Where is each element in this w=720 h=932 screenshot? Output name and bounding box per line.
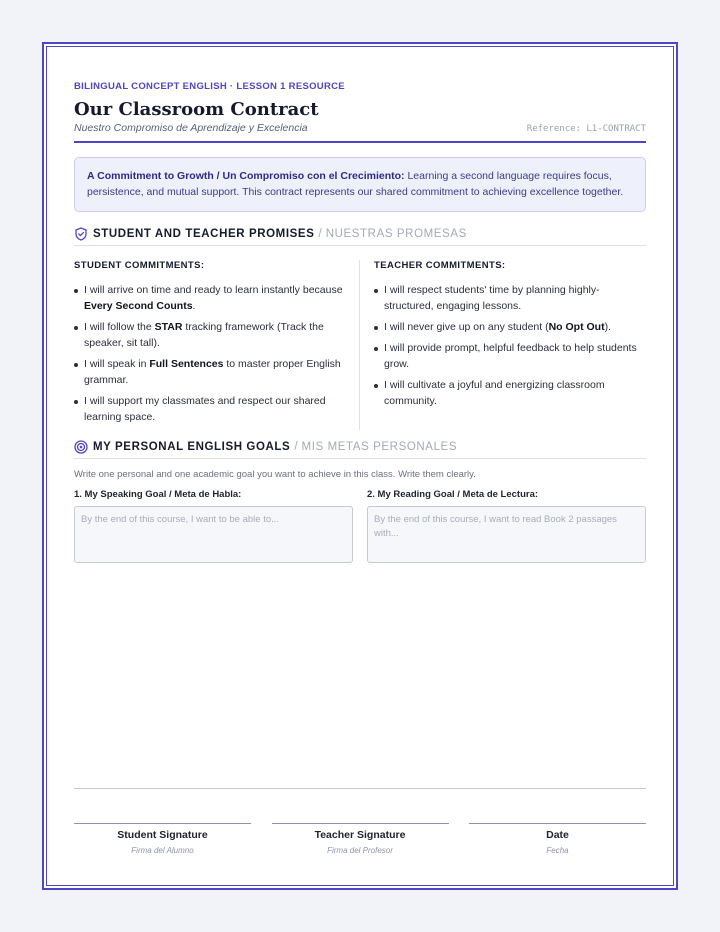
page-title: Our Classroom Contract	[74, 99, 319, 120]
student-signature-sublabel: Firma del Alumno	[131, 846, 194, 855]
list-item: I will arrive on time and ready to learn instantly because Every Second Counts.	[74, 282, 347, 314]
reading-goal-label: 2. My Reading Goal / Meta de Lectura:	[367, 489, 539, 500]
list-item: I will never give up on any student (No Opt Out).	[374, 319, 646, 335]
teacher-signature-label: Teacher Signature	[314, 829, 406, 841]
goals-subtitle: MIS METAS PERSONALES	[301, 441, 458, 453]
teacher-signature-sublabel: Firma del Profesor	[327, 846, 393, 855]
date-label: Date	[546, 829, 569, 841]
goals-title: MY PERSONAL ENGLISH GOALS	[93, 441, 291, 453]
list-item: I will cultivate a joyful and energizing classroom community.	[374, 377, 646, 409]
promises-separator: /	[318, 228, 322, 240]
reading-goal-field[interactable]: By the end of this course, I want to read Book 2 passages with...	[367, 506, 646, 563]
promises-subtitle: NUESTRAS PROMESAS	[325, 228, 467, 240]
document-content	[74, 81, 646, 563]
student-signature-label: Student Signature	[117, 829, 208, 841]
teacher-commitments	[360, 260, 646, 430]
student-commitments-list	[74, 282, 347, 425]
goals-instructions: Write one personal and one academic goal you want to achieve in this class. Write them clearly.	[74, 469, 476, 480]
page-subtitle: Nuestro Compromiso de Aprendizaje y Excelencia	[74, 122, 308, 134]
speaking-goal-field[interactable]: By the end of this course, I want to be able to...	[74, 506, 353, 563]
speaking-goal	[74, 489, 353, 563]
teacher-commitments-heading: TEACHER COMMITMENTS:	[374, 260, 506, 271]
list-item: I will speak in Full Sentences to master proper English grammar.	[74, 356, 347, 388]
document-kicker: BILINGUAL CONCEPT ENGLISH · LESSON 1 RESOURCE	[74, 81, 345, 92]
list-item: I will follow the STAR tracking framework (Track the speaker, sit tall).	[74, 319, 347, 351]
teacher-signature-line[interactable]	[272, 823, 449, 824]
list-item: I will support my classmates and respect our shared learning space.	[74, 393, 347, 425]
reading-goal	[367, 489, 646, 563]
list-item: I will provide prompt, helpful feedback to help students grow.	[374, 340, 646, 372]
goals-separator: /	[294, 441, 298, 453]
date-signature	[469, 823, 646, 855]
student-signature	[74, 823, 251, 855]
teacher-signature	[272, 823, 449, 855]
promises-section-header	[74, 227, 646, 246]
date-line[interactable]	[469, 823, 646, 824]
date-sublabel: Fecha	[546, 846, 569, 855]
goals-row	[74, 489, 646, 563]
commitment-callout	[74, 157, 646, 212]
callout-text: Learning a second language requires focus, persistence, and mutual support. This contract represents our shared commitment to achieving excellence together.	[87, 170, 624, 198]
student-commitments-heading: STUDENT COMMITMENTS:	[74, 260, 205, 271]
document-frame	[42, 42, 678, 890]
target-icon	[74, 440, 88, 454]
signature-divider	[74, 788, 646, 789]
list-item: I will respect students' time by planning highly-structured, engaging lessons.	[374, 282, 646, 314]
signature-row	[74, 823, 646, 855]
promises-title: STUDENT AND TEACHER PROMISES	[93, 228, 315, 240]
student-signature-line[interactable]	[74, 823, 251, 824]
student-commitments	[74, 260, 360, 430]
goals-section-header	[74, 440, 646, 459]
callout-heading: A Commitment to Growth / Un Compromiso con el Crecimiento:	[87, 170, 405, 182]
speaking-goal-label: 1. My Speaking Goal / Meta de Habla:	[74, 489, 242, 500]
reference-code: Reference: L1-CONTRACT	[526, 124, 646, 134]
title-row	[74, 122, 646, 143]
commitments-columns	[74, 260, 646, 430]
shield-check-icon	[74, 227, 88, 241]
teacher-commitments-list	[374, 282, 646, 409]
